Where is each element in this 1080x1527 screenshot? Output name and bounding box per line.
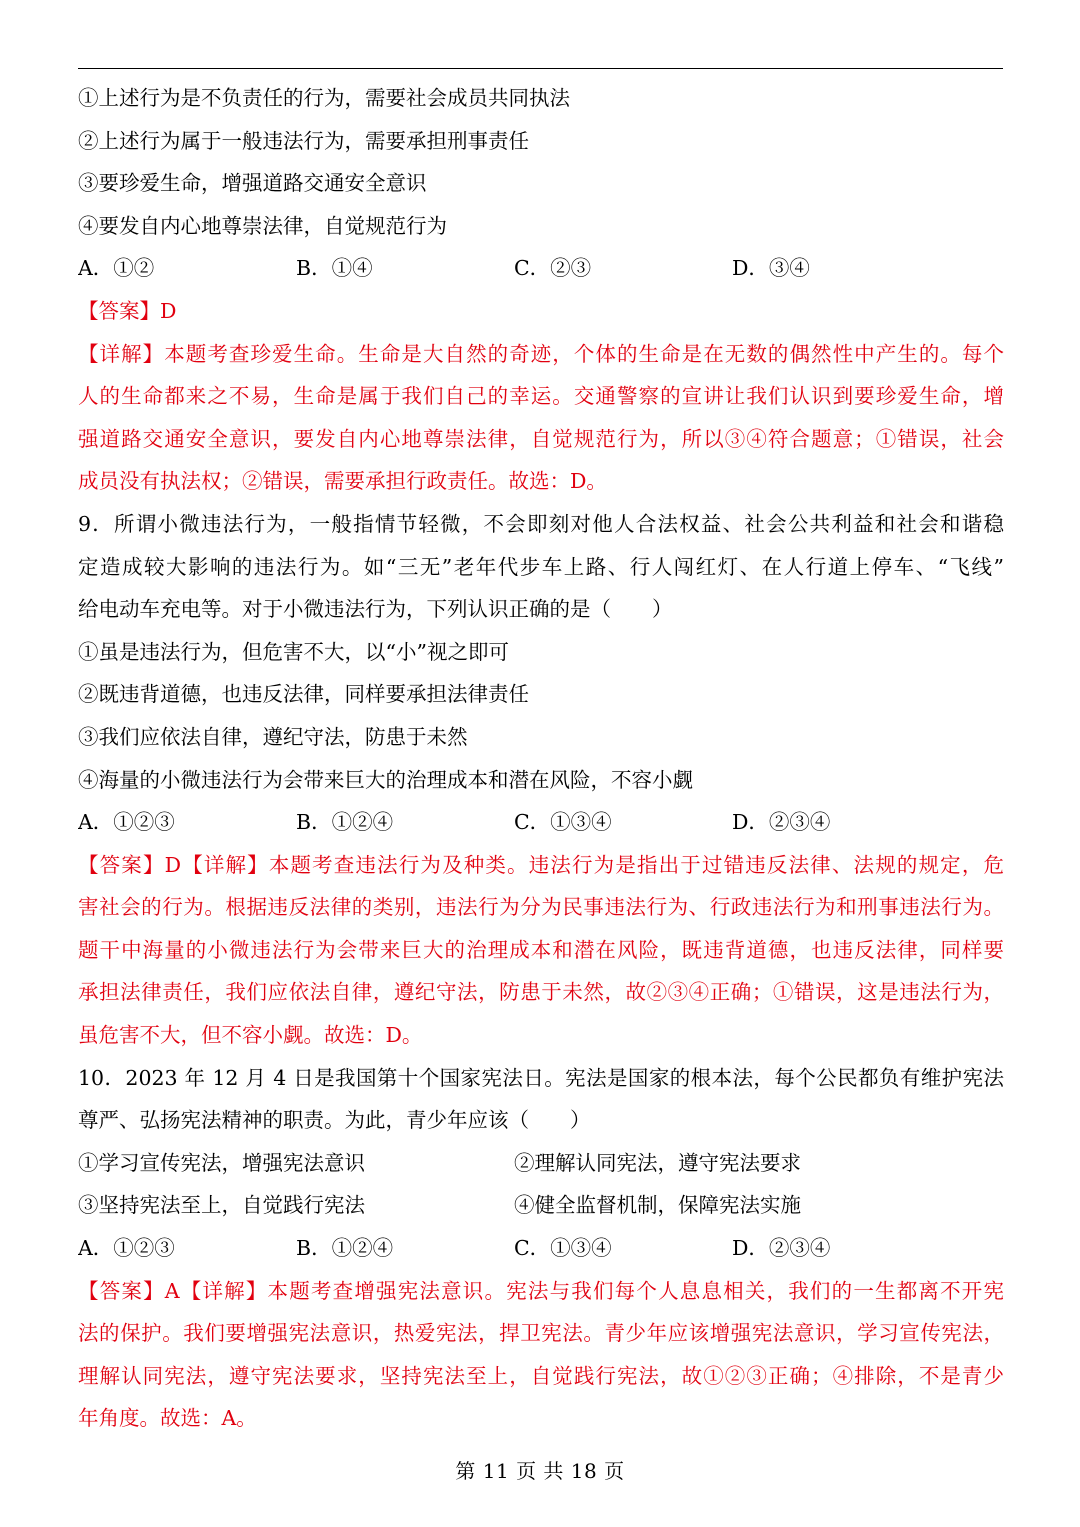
- q8-option-c: C．②③: [514, 256, 592, 281]
- q10-option-d: D．②③④: [732, 1236, 831, 1261]
- q8-answer: 【答案】D: [78, 298, 177, 323]
- q8-options: [78, 247, 1004, 290]
- page-content: [78, 77, 1004, 1440]
- q9-answer-explanation-line: 承担法律责任，我们应依法自律，遵纪守法，防患于未然，故②③④正确；①错误，这是违法行为，: [78, 980, 1004, 1005]
- q8-explanation-line: 成员没有执法权；②错误，需要承担行政责任。故选：D。: [78, 469, 607, 494]
- q9-answer-explanation-line: 题干中海量的小微违法行为会带来巨大的治理成本和潜在风险，既违背道德，也违反法律，同样要: [78, 937, 1004, 962]
- header-rule: [78, 68, 1003, 69]
- q8-explanation-line: 人的生命都来之不易，生命是属于我们自己的幸运。交通警察的宣讲让我们认识到要珍爱生命，增: [78, 384, 1004, 409]
- q9-statement-2: ②既违背道德，也违反法律，同样要承担法律责任: [78, 682, 529, 707]
- q9-option-c: C．①③④: [514, 810, 612, 835]
- q10-option-c: C．①③④: [514, 1236, 612, 1261]
- q8-option-b: B．①④: [296, 256, 373, 281]
- q10-answer-explanation-line: 年角度。故选：A。: [78, 1406, 257, 1431]
- q10-option-a: A．①②③: [78, 1236, 175, 1261]
- q9-option-d: D．②③④: [732, 810, 831, 835]
- q10-option-b: B．①②④: [296, 1236, 394, 1261]
- q10-statement-3: ③坚持宪法至上，自觉践行宪法: [78, 1193, 365, 1218]
- q9-answer-explanation-line: 害社会的行为。根据违反法律的类别，违法行为分为民事违法行为、行政违法行为和刑事违法行为。: [78, 895, 1004, 920]
- q9-stem-line: 9．所谓小微违法行为，一般指情节轻微，不会即刻对他人合法权益、社会公共利益和社会和谐稳: [78, 511, 1004, 536]
- q9-options: [78, 801, 1004, 844]
- q10-answer-explanation-line: 法的保护。我们要增强宪法意识，热爱宪法，捍卫宪法。青少年应该增强宪法意识，学习宣传宪法，: [78, 1321, 1004, 1346]
- q10-answer-explanation-line: 理解认同宪法，遵守宪法要求，坚持宪法至上，自觉践行宪法，故①②③正确；④排除，不是青少: [78, 1363, 1004, 1388]
- q9-stem-line: 给电动车充电等。对于小微违法行为，下列认识正确的是（ ）: [78, 597, 673, 622]
- q8-statement-2: ②上述行为属于一般违法行为，需要承担刑事责任: [78, 128, 529, 153]
- q9-statement-3: ③我们应依法自律，遵纪守法，防患于未然: [78, 724, 468, 749]
- q8-option-a: A．①②: [78, 256, 155, 281]
- q8-statement-1: ①上述行为是不负责任的行为，需要社会成员共同执法: [78, 86, 570, 110]
- q9-answer-explanation-line: 虽危害不大，但不容小觑。故选：D。: [78, 1023, 423, 1048]
- q9-option-b: B．①②④: [296, 810, 394, 835]
- q10-statements-row: [78, 1142, 1004, 1185]
- q10-statements-row: [78, 1184, 1004, 1227]
- q8-explanation-line: 强道路交通安全意识，要发自内心地尊崇法律，自觉规范行为，所以③④符合题意；①错误，社会: [78, 426, 1004, 451]
- q10-statement-2: ②理解认同宪法，遵守宪法要求: [514, 1150, 801, 1175]
- q8-statement-4: ④要发自内心地尊崇法律，自觉规范行为: [78, 213, 447, 238]
- q9-option-a: A．①②③: [78, 810, 175, 835]
- q10-answer-explanation-line: 【答案】A【详解】本题考查增强宪法意识。宪法与我们每个人息息相关，我们的一生都离不开宪: [78, 1278, 1004, 1303]
- q10-statement-4: ④健全监督机制，保障宪法实施: [514, 1193, 801, 1218]
- q9-statement-4: ④海量的小微违法行为会带来巨大的治理成本和潜在风险，不容小觑: [78, 767, 693, 792]
- q10-statement-1: ①学习宣传宪法，增强宪法意识: [78, 1150, 365, 1175]
- q9-statement-1: ①虽是违法行为，但危害不大，以“小”视之即可: [78, 639, 509, 664]
- q9-answer-explanation-line: 【答案】D【详解】本题考查违法行为及种类。违法行为是指出于过错违反法律、法规的规定，危: [78, 852, 1004, 877]
- q10-stem-line: 10．2023 年 12 月 4 日是我国第十个国家宪法日。宪法是国家的根本法，每个公民都负有维护宪法: [78, 1065, 1004, 1090]
- q10-options: [78, 1227, 1004, 1270]
- page-footer: 第 11 页 共 18 页: [455, 1459, 625, 1483]
- q8-explanation-line: 【详解】本题考查珍爱生命。生命是大自然的奇迹，个体的生命是在无数的偶然性中产生的。每个: [78, 341, 1004, 366]
- q9-stem-line: 定造成较大影响的违法行为。如“三无”老年代步车上路、行人闯红灯、在人行道上停车、“飞线”: [78, 554, 1004, 579]
- q8-statement-3: ③要珍爱生命，增强道路交通安全意识: [78, 171, 427, 196]
- q10-stem-line: 尊严、弘扬宪法精神的职责。为此，青少年应该（ ）: [78, 1108, 591, 1133]
- q8-option-d: D．③④: [732, 256, 810, 281]
